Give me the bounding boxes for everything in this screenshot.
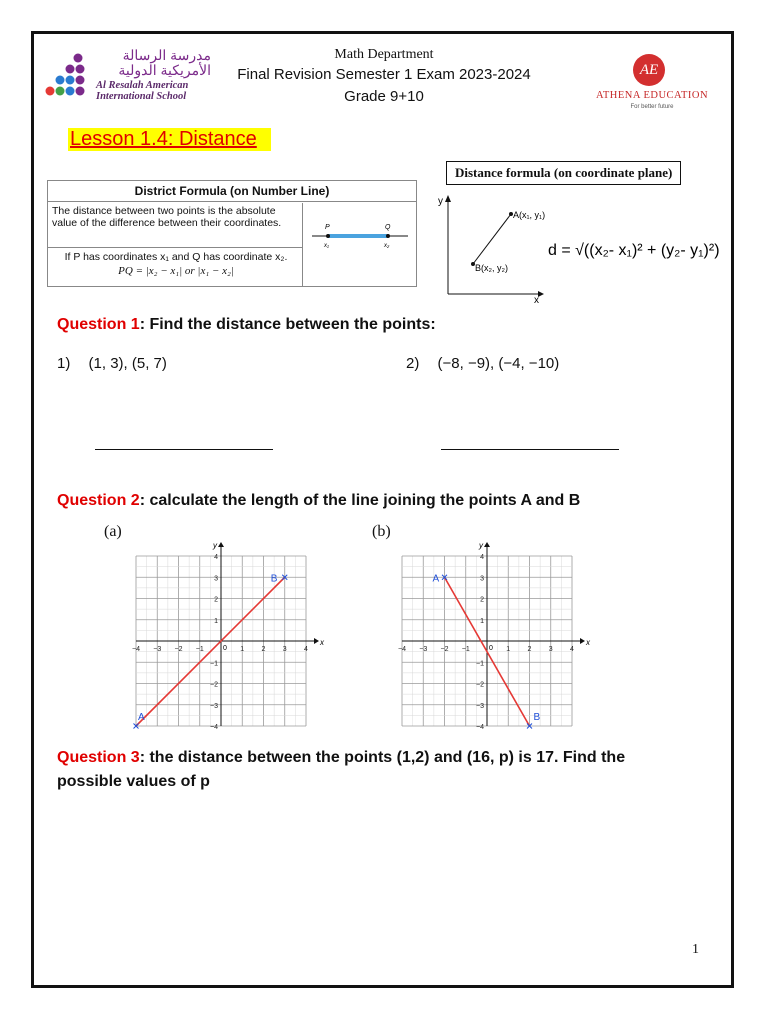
number-line-formula-box: [47, 180, 417, 287]
number-line-formula: PQ = |x₂ − x₁| or |x₁ − x₂|: [118, 265, 234, 277]
coord-distance-formula: d = √((x₂- x₁)² + (y₂- y₁)²): [548, 242, 720, 259]
x-tick-label: 2: [527, 646, 532, 653]
number-line-heading: District Formula (on Number Line): [48, 181, 416, 202]
y-tick-label: −1: [210, 660, 218, 668]
page-number: 1: [692, 942, 699, 957]
x-tick-label: −3: [419, 646, 428, 653]
x1-label: x₁: [324, 243, 329, 249]
y-axis-label: y: [213, 541, 217, 550]
point-label: B: [533, 712, 541, 723]
y-tick-label: −2: [476, 681, 484, 689]
question1-part2-number: 2): [406, 355, 420, 372]
question1-part1: [57, 355, 167, 372]
coord-x-axis-label: x: [534, 295, 539, 306]
question2-text: : calculate the length of the line joining the points A and B: [139, 492, 581, 509]
grade-label: Grade 9+10: [344, 88, 424, 105]
y-tick-label: 2: [214, 596, 218, 604]
point-p-label: P: [325, 224, 330, 231]
question2-heading: [57, 492, 580, 510]
x-tick-label: 1: [506, 646, 511, 653]
point-p-dot: [326, 234, 330, 238]
coordinate-formula-heading: Distance formula (on coordinate plane): [446, 161, 681, 185]
table-column-divider: [302, 203, 303, 287]
y-axis-arrow-icon: [484, 542, 490, 547]
point-label: B: [270, 573, 278, 585]
question3-heading: [57, 746, 707, 794]
y-tick-label: −4: [210, 724, 218, 731]
y-tick-label: 1: [214, 617, 218, 625]
origin-label: 0: [489, 645, 493, 652]
number-line-diagram: [306, 211, 414, 261]
x-tick-label: 4: [304, 646, 308, 653]
partner-logo-circle-icon: [633, 54, 665, 86]
school-english-line2: International School: [96, 91, 187, 102]
question1-part1-points: (1, 3), (5, 7): [88, 355, 167, 372]
partner-name: ATHENA EDUCATION: [595, 90, 709, 101]
x-tick-label: −3: [153, 646, 162, 653]
question1-part2-points: (−8, −9), (−4, −10): [437, 355, 560, 372]
x-axis-label: x: [320, 638, 324, 647]
point-label: A: [432, 573, 440, 585]
school-arabic-line1: مدرسة الرسالة: [122, 47, 211, 63]
graph-b: [386, 540, 590, 740]
y-tick-label: −4: [476, 724, 484, 731]
y-axis-label: y: [479, 541, 483, 550]
y-tick-label: −3: [476, 702, 484, 710]
question1-text: : Find the distance between the points:: [139, 316, 436, 333]
school-arabic-line2: الأمريكية الدولية: [118, 62, 211, 78]
partner-logo: [590, 54, 714, 112]
question1-number: Question 1: [57, 316, 140, 333]
x-tick-label: 4: [570, 646, 574, 653]
y-tick-label: 4: [214, 554, 218, 561]
x-tick-label: −1: [461, 646, 470, 653]
x-tick-label: 2: [261, 646, 266, 653]
coord-y-axis-label: y: [438, 196, 443, 207]
x-tick-label: −2: [174, 646, 183, 653]
x-tick-label: −4: [398, 646, 406, 653]
point-label: A: [138, 712, 145, 723]
number-line-description: The distance between two points is the absolute value of the difference between their coordinates.: [52, 205, 282, 229]
x-axis-arrow-icon: [580, 638, 585, 644]
question1-part1-number: 1): [57, 355, 71, 372]
department-title: Math Department: [334, 47, 434, 62]
x-tick-label: −2: [440, 646, 449, 653]
table-divider: [48, 247, 302, 248]
x-axis-arrow-icon: [314, 638, 319, 644]
coordinate-formula-diagram: [434, 190, 724, 305]
origin-label: 0: [223, 645, 227, 652]
x-tick-label: 3: [548, 646, 553, 653]
y-tick-label: −2: [210, 681, 218, 689]
x2-label: x₂: [384, 243, 390, 249]
exam-title: Final Revision Semester 1 Exam 2023-2024: [237, 66, 531, 83]
y-tick-label: 2: [480, 596, 484, 604]
partner-tagline: For better future: [630, 104, 674, 110]
y-tick-label: 3: [480, 575, 484, 583]
coord-point-a: A(x₁, y₁): [513, 210, 546, 220]
partner-logo-letters: AE: [639, 62, 659, 78]
point-q-dot: [386, 234, 390, 238]
graph-b-label: (b): [372, 523, 391, 540]
question3-text-line2: possible values of p: [57, 773, 210, 790]
question2-number: Question 2: [57, 492, 140, 509]
x-tick-label: 3: [282, 646, 287, 653]
x-axis-label: x: [586, 638, 590, 647]
x-tick-label: −1: [195, 646, 204, 653]
coord-point-b: B(x₂, y₂): [475, 263, 508, 273]
school-english-line1: Al Resalah American: [96, 80, 189, 91]
y-tick-label: 1: [480, 617, 484, 625]
y-axis-arrow-icon: [218, 542, 224, 547]
number-line-coords-text: If P has coordinates x₁ and Q has coordinate x₂.: [64, 251, 288, 263]
answer-line-2[interactable]: [441, 449, 619, 450]
x-tick-label: 1: [240, 646, 245, 653]
graph-a: [120, 540, 324, 740]
answer-line-1[interactable]: [95, 449, 273, 450]
x-tick-label: −4: [132, 646, 140, 653]
question1-part2: [406, 355, 559, 372]
y-tick-label: 4: [480, 554, 484, 561]
graph-a-label: (a): [104, 523, 122, 540]
y-tick-label: −1: [476, 660, 484, 668]
y-tick-label: 3: [214, 575, 218, 583]
question3-text-line1: : the distance between the points (1,2) and (16, p) is 17. Find the: [139, 749, 626, 766]
y-tick-label: −3: [210, 702, 218, 710]
question1-heading: [57, 316, 436, 334]
point-q-label: Q: [385, 224, 391, 231]
question3-number: Question 3: [57, 749, 140, 766]
lesson-title: Lesson 1.4: Distance: [68, 128, 271, 151]
